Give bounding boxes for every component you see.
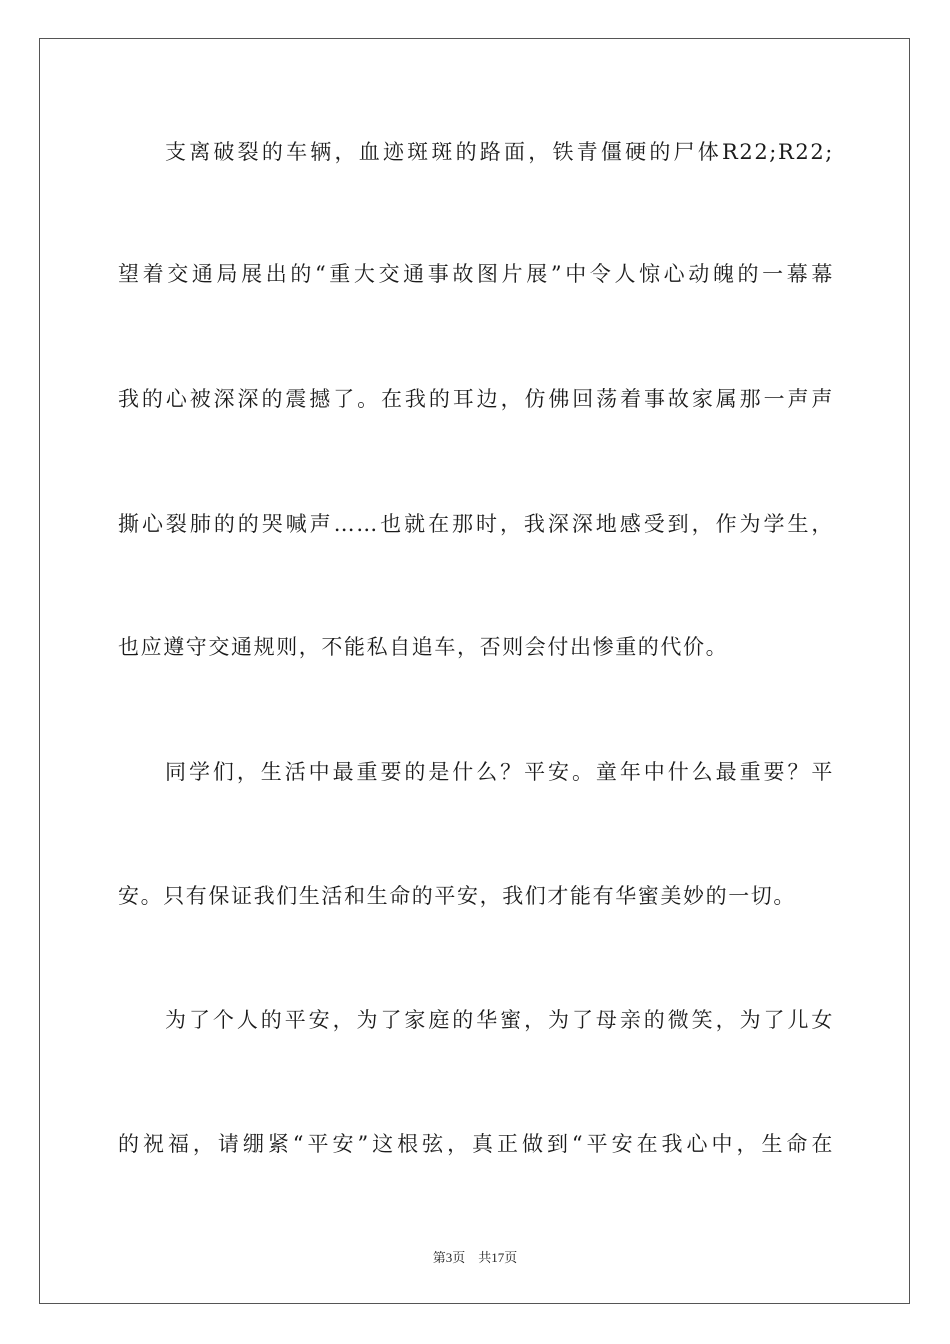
text-line-1: 支离破裂的车辆，血迹斑斑的路面，铁青僵硬的尸体R22;R22; (165, 140, 834, 164)
text-line-7: 安。只有保证我们生活和生命的平安，我们才能有华蜜美妙的一切。 (118, 884, 796, 908)
page-number-footer: 第3页 共17页 (432, 1250, 518, 1265)
text-line-2: 望着交通局展出的“重大交通事故图片展”中令人惊心动魄的一幕幕 (118, 262, 834, 286)
page-border (39, 38, 910, 1304)
text-line-4: 撕心裂肺的的哭喊声……也就在那时，我深深地感受到，作为学生， (118, 512, 834, 536)
text-line-5: 也应遵守交通规则，不能私自追车，否则会付出惨重的代价。 (118, 635, 729, 659)
text-line-3: 我的心被深深的震撼了。在我的耳边，仿佛回荡着事故家属那一声声 (118, 387, 834, 411)
text-line-8: 为了个人的平安，为了家庭的华蜜，为了母亲的微笑，为了儿女 (165, 1008, 834, 1032)
text-line-6: 同学们，生活中最重要的是什么？平安。童年中什么最重要？平 (165, 760, 834, 784)
text-line-9: 的祝福，请绷紧“平安”这根弦，真正做到“平安在我心中，生命在 (118, 1132, 834, 1156)
